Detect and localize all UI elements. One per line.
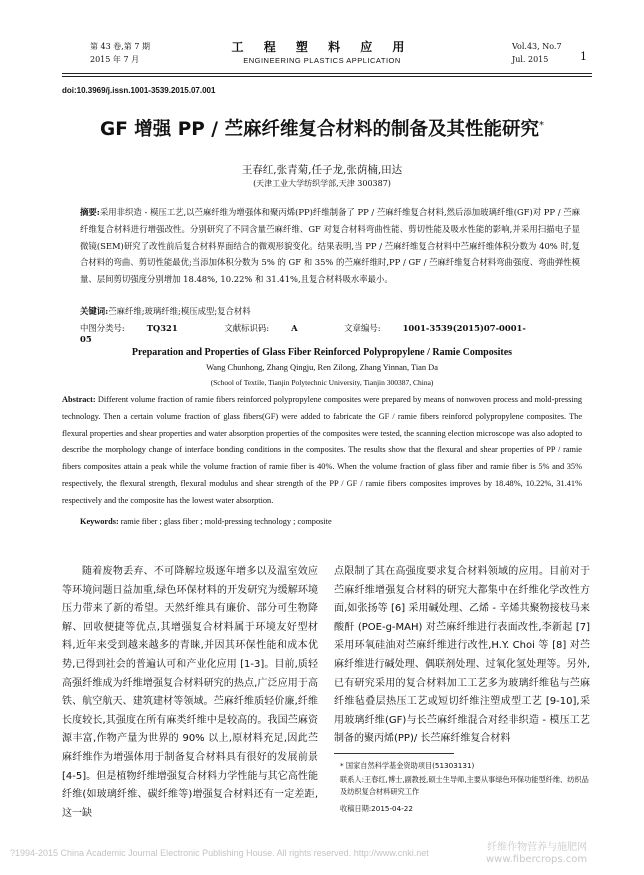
title-en: Preparation and Properties of Glass Fiber Reinforced Polypropylene / Ramie Composites [131, 347, 513, 358]
footnote-rule [334, 753, 454, 754]
doc-code [224, 323, 319, 333]
title-text: GF 增强 PP / 苎麻纤维复合材料的制备及其性能研究 [100, 119, 539, 140]
abstract-en [62, 392, 582, 510]
keywords-en-text: ramie fiber ; glass fiber ; mold-pressing technology ; composite [120, 517, 332, 526]
abstract-en-text: Different volume fraction of ramie fibers reinforced polypropylene composites were prepared by means of nonwoven process and mold-pressing technology. Then a certain volume fraction of glass fibers(GF) were added to fabricate the GF / ramie fibers reinforcd polypropylene composites. The flexural properties and shear properties and water absorption properties of the composites were tested, the scanning election microscope was also adopted to describe the morphology change of interface bonding conditions in the composites. The results show that the flexural and shear properties of PP / ramie fibers composites attain a peak while the volume fraction of ramie fiber is 40%. When the volume fraction of glass fiber and ramie fiber is 5% and 35% respectively, the flexural strength, flexural modulus and shear strength of the PP / GF / ramie fibers composites improves by 18.48%, 10.22%, 31.41% respectively and the composite has the lowest water absorption. [62, 395, 582, 505]
abstract-en-label: Abstract: [62, 395, 96, 404]
keywords-cn [80, 305, 580, 317]
keywords-en-label: Keywords: [80, 517, 119, 526]
body-paragraph: 点限制了其在高强度要求复合材料领域的应用。目前对于苎麻纤维增强复合材料的研究大都集中在纤维化学改性方面,如张扬等 [6] 采用碱处理、乙烯 - 辛烯共聚物接枝马来酸酐 (POE-g-MAH) 对苎麻纤维进行表面改性,李新起 [7] 采用环氧硅油对苎麻纤维进行改性,H.Y. Choi 等 [8] 对苎麻纤维进行碱处理、偶联剂处理、过氧化氢处理等。另外,已有研究采用的复合材料加工工艺多为玻璃纤维毡与苎麻纤维毡叠层热压工艺或短切纤维注塑成型工艺 [9-10],采用玻璃纤维(GF)与长苎麻纤维混合对经非织造 - 模压工艺制备的聚丙烯(PP)/ 长苎麻纤维复合材料 [334, 566, 590, 745]
article-title [0, 115, 644, 141]
article-label: 文章编号: [344, 323, 381, 333]
date-cn: 2015 年 7 月 [90, 55, 140, 64]
doc-label: 文献标识码: [224, 323, 270, 333]
body-column-left [62, 563, 318, 823]
journal-name-cn: 工 程 塑 料 应 用 [231, 40, 413, 54]
abstract-cn-text: 采用非织造 - 模压工艺,以苎麻纤维为增强体和聚丙烯(PP)纤维制备了 PP / 苎麻纤维复合材料,然后添加玻璃纤维(GF)对 PP / 苎麻纤维复合材料进行增强改性。分别研究了不同含量苎麻纤维、GF 对复合材料弯曲性能、剪切性能及吸水性能的影响,并采用扫描电子显微镜(SEM)研究了改性前后复合材料界面结合的微观形貌变化。结果表明,当 PP / 苎麻纤维复合材料中苎麻纤维体积分数为 40% 时,复合材料的弯曲、剪切性能最优;当添加体积分数为 5% 的 GF 和 35% 的苎麻纤维时,PP / GF / 苎麻纤维复合材料弯曲强度、弯曲弹性模量、层间剪切强度分别增加 18.48%, 10.22% 和 31.41%,且复合材料吸水率最小。 [80, 207, 580, 285]
watermark-line1: 纤维作物营养与施肥网 [487, 842, 588, 853]
authors: 王春红,张青菊,任子龙,张荫楠,田达 [241, 164, 403, 176]
clc-label: 中图分类号: [80, 323, 125, 333]
doc-value: A [291, 323, 298, 333]
volume-en: Vol.43, No.7 [512, 42, 562, 51]
clc-value: TQ321 [146, 323, 178, 333]
doi[interactable]: doi:10.3969/j.issn.1001-3539.2015.07.001 [62, 86, 216, 95]
body-paragraph: 随着废物丢弃、不可降解垃圾逐年增多以及温室效应等环境问题日益加重,绿色环保材料的开发研究为缓解环境压力带来了新的希望。天然纤维具有廉价、部分可生物降解、回收便捷等优点,其增强复合材料属于环境友好型材料,近年来受到越来越多的青睐,并因其环保性能和成本优势,已得到社会的普遍认可和产业化应用 [1-3]。目前,质轻高强纤维成为纤维增强复合材料研究的热点,广泛应用于高铁、航空航天、建筑建材等领域。苎麻纤维质轻价廉,纤维长度较长,其强度在所有麻类纤维中是较高的。我国苎麻资源丰富,作物产量为世界的 90% 以上,原材料充足,因此苎麻纤维作为增强体用于制备复合材料具有很好的发展前景 [4-5]。但是植物纤维增强复合材料力学性能与其它高性能纤维(如玻璃纤维、碳纤维等)增强复合材料还有一定差距,这一缺 [62, 566, 318, 819]
copyright-footer: ?1994-2015 China Academic Journal Electronic Publishing House. All rights reserved. http://www.cnki.net [10, 848, 429, 858]
watermark-line2: www.fibercrops.com [486, 854, 588, 865]
journal-name-en: ENGINEERING PLASTICS APPLICATION [243, 56, 401, 65]
footnote-contact: 联系人:王春红,博士,副教授,硕士生导师,主要从事绿色环保功能型纤维、纺织品及纺织复合材料研究工作 [340, 775, 589, 796]
classification [80, 322, 580, 344]
header-rule-thin [62, 76, 592, 77]
header-volume-info-en [512, 40, 562, 66]
body-column-right [334, 563, 590, 749]
title-footnote-mark: * [538, 119, 544, 131]
volume-cn: 第 43 卷,第 7 期 [90, 42, 150, 51]
authors-en: Wang Chunhong, Zhang Qingju, Ren Zilong, Zhang Yinnan, Tian Da [206, 363, 438, 372]
footnote-received: 收稿日期:2015-04-22 [340, 804, 413, 813]
date-en: Jul. 2015 [512, 55, 549, 64]
article-value: 1001-3539(2015)07-0001-05 [80, 323, 526, 344]
footnote-fund: * 国家自然科学基金资助项目(51303131) [340, 761, 475, 770]
keywords-cn-text: 苎麻纤维;玻璃纤维;模压成型;复合材料 [108, 306, 251, 316]
keywords-cn-label: 关键词: [80, 306, 109, 316]
header-rule [62, 73, 592, 74]
abstract-cn [80, 204, 580, 288]
abstract-cn-label: 摘要: [80, 207, 100, 217]
affiliation: (天津工业大学纺织学部,天津 300387) [253, 179, 391, 188]
affiliation-en: (School of Textile, Tianjin Polytechnic University, Tianjin 300387, China) [210, 378, 434, 387]
keywords-en [80, 517, 332, 526]
watermark [486, 842, 587, 866]
clc [80, 323, 200, 333]
page-number: 1 [580, 50, 587, 63]
